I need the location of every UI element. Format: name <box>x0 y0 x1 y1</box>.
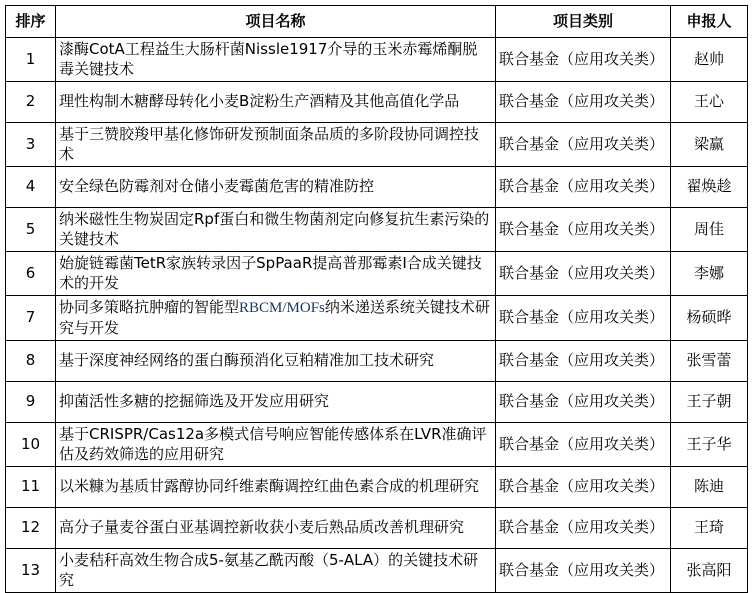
cell-rank: 10 <box>6 423 56 467</box>
table-row <box>6 252 748 296</box>
serif-highlight: RBCM/MOFs <box>239 300 325 316</box>
cell-project-category: 联合基金（应用攻关类） <box>496 423 671 467</box>
cell-project-name: 始旋链霉菌TetR家族转录因子SpPaaR提高普那霉素I合成关键技术的开发 <box>56 252 496 296</box>
cell-project-name: 高分子量麦谷蛋白亚基调控新收获小麦后熟品质改善机理研究 <box>56 508 496 549</box>
cell-project-name: 理性构制木糖酵母转化小麦B淀粉生产酒精及其他高值化学品 <box>56 82 496 123</box>
cell-project-name: 纳米磁性生物炭固定Rpf蛋白和微生物菌剂定向修复抗生素污染的关键技术 <box>56 208 496 252</box>
cell-project-category: 联合基金（应用攻关类） <box>496 38 671 82</box>
cell-project-category: 联合基金（应用攻关类） <box>496 508 671 549</box>
cell-applicant: 周佳 <box>671 208 748 252</box>
table-row <box>6 467 748 508</box>
cell-project-name: 基于CRISPR/Cas12a多模式信号响应智能传感体系在LVR准确评估及药效筛选的应用研究 <box>56 423 496 467</box>
cell-project-category: 联合基金（应用攻关类） <box>496 467 671 508</box>
cell-rank: 7 <box>6 296 56 341</box>
cell-project-name: 基于深度神经网络的蛋白酶预消化豆粕精准加工技术研究 <box>56 341 496 382</box>
table-row <box>6 167 748 208</box>
table-row <box>6 208 748 252</box>
cell-project-name: 协同多策略抗肿瘤的智能型RBCM/MOFs纳米递送系统关键技术研究与开发 <box>56 296 496 341</box>
cell-applicant: 王心 <box>671 82 748 123</box>
cell-project-name: 安全绿色防霉剂对仓储小麦霉菌危害的精准防控 <box>56 167 496 208</box>
cell-applicant: 李娜 <box>671 252 748 296</box>
table-body <box>6 38 748 593</box>
cell-project-category: 联合基金（应用攻关类） <box>496 123 671 167</box>
cell-applicant: 张雪蕾 <box>671 341 748 382</box>
cell-project-name: 小麦秸秆高效生物合成5-氨基乙酰丙酸（5-ALA）的关键技术研究 <box>56 549 496 593</box>
cell-project-name: 抑菌活性多糖的挖掘筛选及开发应用研究 <box>56 382 496 423</box>
cell-rank: 5 <box>6 208 56 252</box>
cell-project-category: 联合基金（应用攻关类） <box>496 382 671 423</box>
cell-applicant: 王子朝 <box>671 382 748 423</box>
cell-applicant: 翟焕趁 <box>671 167 748 208</box>
projects-table <box>5 5 748 593</box>
cell-rank: 13 <box>6 549 56 593</box>
cell-project-category: 联合基金（应用攻关类） <box>496 252 671 296</box>
cell-applicant: 杨硕晔 <box>671 296 748 341</box>
table-row <box>6 423 748 467</box>
table-row <box>6 82 748 123</box>
table-row <box>6 341 748 382</box>
cell-project-category: 联合基金（应用攻关类） <box>496 167 671 208</box>
cell-project-category: 联合基金（应用攻关类） <box>496 82 671 123</box>
cell-project-category: 联合基金（应用攻关类） <box>496 208 671 252</box>
cell-project-category: 联合基金（应用攻关类） <box>496 296 671 341</box>
table-row <box>6 123 748 167</box>
table-row <box>6 296 748 341</box>
table-row <box>6 549 748 593</box>
table-row <box>6 382 748 423</box>
header-project-name: 项目名称 <box>56 6 496 38</box>
cell-project-category: 联合基金（应用攻关类） <box>496 549 671 593</box>
table-row <box>6 38 748 82</box>
cell-applicant: 陈迪 <box>671 467 748 508</box>
cell-applicant: 王子华 <box>671 423 748 467</box>
cell-rank: 12 <box>6 508 56 549</box>
cell-applicant: 梁赢 <box>671 123 748 167</box>
cell-project-name: 漆酶CotA工程益生大肠杆菌Nissle1917介导的玉米赤霉烯酮脱毒关键技术 <box>56 38 496 82</box>
cell-rank: 2 <box>6 82 56 123</box>
header-project-category: 项目类别 <box>496 6 671 38</box>
table-row <box>6 508 748 549</box>
cell-rank: 3 <box>6 123 56 167</box>
cell-rank: 9 <box>6 382 56 423</box>
cell-applicant: 赵帅 <box>671 38 748 82</box>
header-rank: 排序 <box>6 6 56 38</box>
cell-project-name: 基于三赞胶羧甲基化修饰研发预制面条品质的多阶段协同调控技术 <box>56 123 496 167</box>
cell-rank: 4 <box>6 167 56 208</box>
cell-project-name: 以米糠为基质甘露醇协同纤维素酶调控红曲色素合成的机理研究 <box>56 467 496 508</box>
header-row <box>6 6 748 38</box>
header-applicant: 申报人 <box>671 6 748 38</box>
cell-rank: 11 <box>6 467 56 508</box>
cell-project-category: 联合基金（应用攻关类） <box>496 341 671 382</box>
cell-rank: 6 <box>6 252 56 296</box>
cell-rank: 1 <box>6 38 56 82</box>
cell-applicant: 张高阳 <box>671 549 748 593</box>
cell-rank: 8 <box>6 341 56 382</box>
cell-applicant: 王琦 <box>671 508 748 549</box>
